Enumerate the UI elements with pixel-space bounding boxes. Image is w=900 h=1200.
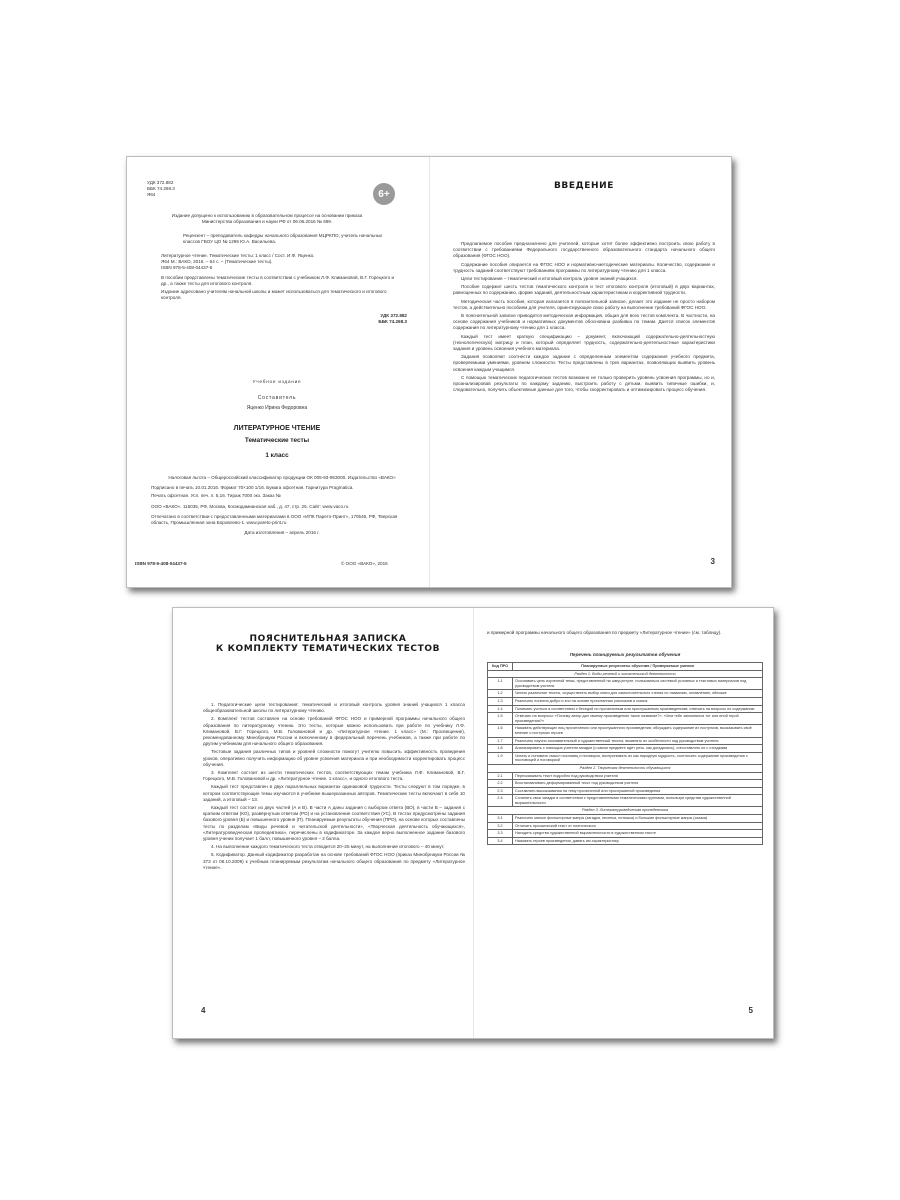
introduction-heading: ВВЕДЕНИЕ: [553, 181, 615, 191]
introduction-page: [429, 157, 731, 587]
bbk-code: ББК 74.268.3: [147, 186, 175, 192]
isbn-line: ISBN 978-5-408-04437-5: [161, 265, 213, 271]
compiler-name: Яценко Ирина Федоровна: [246, 405, 308, 411]
description-cell: Отличать прозаический текст от поэтического: [513, 822, 763, 830]
column-header-code: Код ПРО: [488, 663, 513, 671]
description-cell: Различать научно-познавательный и художественный тексты; выявлять их особенности под руководством учителя: [513, 737, 763, 745]
code-cell: 2.1: [488, 772, 513, 780]
table-header-row: [488, 663, 763, 671]
code-cell: 1.5: [488, 713, 513, 725]
bottom-book-spread: [172, 607, 774, 1039]
code-cell: 1.4: [488, 705, 513, 713]
section-title-cell: Раздел 2. Творческая деятельность обучающихся: [488, 764, 763, 772]
bbk-code: ББК 74.268.3: [378, 319, 407, 325]
table-section-row: [488, 764, 763, 772]
body-paragraph: Цели тестирования – тематический и итоговый контроль уровня знаний учащихся.: [461, 276, 638, 282]
table-row: [488, 705, 763, 713]
table-row: [488, 830, 763, 838]
edition-type: Учебное издание: [252, 379, 302, 384]
body-paragraph: 1. Педагогические цели тестирования: тематический и итоговый контроль уровня знаний учащихся 1 класса общеобразовательной школы по литературному чтению.: [203, 702, 465, 714]
description-cell: Различать понятия добро и зло на основе прочитанных рассказов и сказок: [513, 697, 763, 705]
body-paragraph: 2. Комплект тестов составлен на основе требований ФГОС НОО и примерной программы начального общего образования по литературному чтению. Это тесты, которые можно использовать при работе по учебнику Л.Ф. Климановой, В.Г. Горецкого, М.В. Головановой и др. «Литературное чтение. 1 класс» (М.: Просвещение), рекомендованному Минобрнауки России и включенному в федеральный перечень учебников, а также при работе по другим учебникам для начального общего образования.: [203, 716, 465, 747]
code-cell: 1.8: [488, 745, 513, 753]
body-paragraph: Предлагаемое пособие предназначено для учителей, которые хотят более эффективно построить свою работу в соответствии с требованиями Федерального государственного образовательного стандарта начального общего образования (ФГОС НОО).: [453, 241, 715, 259]
body-paragraph: Задания позволяют соотнести каждое задание с определенным элементом содержания учебного предмета, проверяемыми умениями, уровнем сложности. Тесты представлены в трех вариантах, позволяющих выявить уровень освоения каждым учащимся.: [453, 354, 715, 372]
body-paragraph: 5. Кодификатор. Данный кодификатор разработан на основе требований ФГОС НОО (приказ Минобрнауки России № 373 от 06.10.2009) к учебным планируемым результатам начального общего образования по предмету «Литературное чтение».: [203, 852, 465, 870]
table-row: [488, 787, 763, 795]
page-number: 4: [201, 1006, 206, 1015]
imprint-page: [127, 157, 429, 587]
codifier-table-wrap: [487, 662, 763, 845]
table-row: [488, 815, 763, 823]
table-title: Перечень планируемых результатов обучения: [569, 652, 681, 657]
explanatory-heading-line: К КОМПЛЕКТУ ТЕМАТИЧЕСКИХ ТЕСТОВ: [215, 644, 441, 654]
description-cell: Осознавать цель изученной темы, представленной на шмуцтитуле, пользоваться системой условных и текстовых материалов под руководством учителя: [513, 678, 763, 690]
body-paragraph: С помощью тематических педагогических тестов возможно не только проверить уровень усвоения программы, но и, проанализировав результаты по каждому заданию, выстроить работу с детьми, выявить типичные ошибки, и, следовательно, получить объективные данные для того, чтобы скорректировать и оптимизировать процесс обучения.: [453, 374, 715, 393]
description-cell: Сочинять свои загадки в соответствии с представленными тематическими группами, используя средства художественной выразительности: [513, 795, 763, 807]
introduction-body: [453, 241, 715, 395]
code-cell: 1.1: [488, 678, 513, 690]
age-rating-badge: 6+: [373, 183, 395, 205]
udk-code: УДК 372.882: [147, 180, 174, 185]
code-cell: 1.6: [488, 725, 513, 737]
explanatory-heading: [193, 634, 463, 654]
description-cell: Пересказывать текст подробно под руководством учителя: [513, 772, 763, 780]
table-row: [488, 690, 763, 698]
description-cell: Читать и понимать смысл пословиц и поговорок, воспринимать их как народную мудрость, соотносить содержание произведения с пословицей и поговоркой: [513, 752, 763, 764]
table-row: [488, 822, 763, 830]
table-row: [488, 697, 763, 705]
classification-repeat: [357, 313, 407, 325]
body-paragraph: Тестовые задания различных типов и уровней сложности помогут учителю повысить эффективность проведения уроков, оперативно получить информацию об уровне усвоения материала и при необходимости корректировать процесс обучения.: [203, 749, 465, 767]
annotation-text: Издание адресовано учителям начальной школы и может использоваться для тематического и итогового контроля.: [161, 289, 387, 301]
table-row: [488, 725, 763, 737]
body-paragraph: 4. На выполнение каждого тематического теста отводится 20–25 минут, на выполнение итогового – 40 минут.: [211, 844, 445, 850]
approval-note: Издание допущено к использованию в образовательном процессе на основании приказа Министерства образования и науки РФ от 06.06.2016 № 699.: [171, 213, 363, 225]
table-row: [488, 780, 763, 788]
explanatory-note-page: [173, 608, 473, 1038]
code-cell: 3.1: [488, 815, 513, 823]
table-section-row: [488, 807, 763, 815]
top-book-spread: [126, 156, 732, 588]
body-paragraph: Содержание пособия опирается на ФГОС НОО и нормативно-методические материалы. Количество, содержание и трудность заданий соответствуют требованиям программы по литературному чтению для 1 класса.: [453, 261, 715, 273]
author-code: Я64: [147, 192, 156, 198]
description-cell: Восстанавливать деформированный текст под руководством учителя: [513, 780, 763, 788]
table-row: [488, 678, 763, 690]
code-cell: 1.7: [488, 737, 513, 745]
explanatory-heading-line: ПОЯСНИТЕЛЬНАЯ ЗАПИСКА: [249, 634, 407, 644]
table-row: [488, 772, 763, 780]
annotation-text: В пособии представлены тематические тесты в соответствии с учебником Л.Ф. Климановой, В.Г. Горецкого и др., а также тесты для итогового контроля.: [161, 274, 395, 286]
page-number: 5: [748, 1006, 753, 1015]
table-row: [488, 837, 763, 845]
table-row: [488, 737, 763, 745]
description-cell: Анализировать с помощью учителя загадки (о каком предмете идёт речь, как догадались), сопоставлять их с отгадками: [513, 745, 763, 753]
book-title: ЛИТЕРАТУРНОЕ ЧТЕНИЕ: [233, 425, 321, 432]
book-subtitle: Тематические тесты: [244, 437, 310, 444]
description-cell: Отвечать на вопросы: «Почему автор дал своему произведению такое название?», «Чем тебе запомнился тот или иной герой произведения?»: [513, 713, 763, 725]
table-section-row: [488, 670, 763, 678]
codifier-intro: и примерной программы начального общего образования по предмету «Литературное чтение» (см. таблицу).: [487, 630, 722, 635]
code-cell: 3.3: [488, 830, 513, 838]
bib-record-line: Я64 М.: ВАКО, 2016. – 64 с. – (Тематические тесты).: [161, 259, 273, 265]
table-row: [488, 795, 763, 807]
page-number: 3: [710, 557, 715, 566]
codifier-table: [487, 662, 763, 845]
copyright: © ООО «ВАКО», 2016: [341, 561, 388, 566]
body-paragraph: Каждый тест представлен в двух параллельных вариантах одинаковой трудности. Тесты следуют в том порядке, в котором соответствующие темы изучаются в учебнике вышеуказанных авторов. Тематические тесты включают в себя 10 заданий, а итоговый – 13.: [203, 784, 465, 802]
imprint-line: Налоговая льгота – Общероссийский классификатор продукции ОК 005-93-953000. Издательство «ВАКО»: [168, 475, 396, 480]
body-paragraph: Каждый тест имеет краткую спецификацию – документ, включающий содержательно-деятельностную (технологическую) матрицу и план, который определяет трудность, содержательно-деятельностные характеристики задания и уровень освоения учебного материала.: [453, 333, 715, 352]
description-cell: Называть героев произведения, давать им характеристику: [513, 837, 763, 845]
imprint-block: [151, 475, 413, 538]
body-paragraph: Пособие содержит шесть тестов тематического контроля и тест итогового контроля (итоговый) в двух вариантах, равноценных по содержанию, форме заданий, деятельностным характеристикам и коррективной трудности.: [453, 284, 715, 296]
bib-record-line: Литературное чтение. Тематические тесты: 1 класс / Сост. И.Ф. Яценко.: [161, 253, 315, 258]
description-cell: Называть действующих лиц прочитанного или прослушанного произведения; обсуждать содержание их поступков, высказывать своё мнение о поступках героев: [513, 725, 763, 737]
code-cell: 2.2: [488, 780, 513, 788]
imprint-line: Дата изготовления – апрель 2016 г.: [244, 530, 320, 536]
imprint-line: Печать офсетная. Усл. печ. л. 5,16. Тираж 7000 экз. Заказ №: [151, 493, 281, 499]
compiler-label: Составитель: [257, 395, 297, 401]
code-cell: 3.4: [488, 837, 513, 845]
description-cell: Различать малые фольклорные жанры (загадка, песенка, потешка) и большие фольклорные жанры (сказка): [513, 815, 763, 823]
code-cell: 2.4: [488, 795, 513, 807]
table-row: [488, 745, 763, 753]
reviewer-note: Рецензент – преподаватель кафедры начального образования МЦРКПО, учитель начальных классов ГБОУ ЦО № 1296 Ю.А. Васильева.: [183, 233, 383, 245]
section-title-cell: Раздел 1. Виды речевой и читательской деятельности: [488, 670, 763, 678]
body-paragraph: В пояснительной записке приводится методическая информация, общая для всех тестов комплекта. В частности, на основе содержания учебников и нормативных документов обоснована разбивка по темам. Дается список элементов содержания по литературному чтению для 1 класса.: [453, 313, 715, 331]
table-row: [488, 752, 763, 764]
section-title-cell: Раздел 3. Литературоведческая пропедевтика: [488, 807, 763, 815]
classification-block: [147, 180, 267, 199]
imprint-line: Подписано в печать 10.01.2016. Формат 70×100 1/16. Бумага офсетная. Гарнитура Pragmatica.: [151, 485, 354, 491]
bibliographic-record: [161, 253, 401, 303]
body-paragraph: Каждый тест состоит из двух частей (А и В). В части А даны задания с выбором ответа (ВО), в части В – задания с кратким ответом (КО), развёрнутым ответом (РО) и на установление соответствия (УС). В тестах предусмотрены задания базового уровня (Б) и повышенного уровня (П). Планируемые результаты обучения (ПРО), на основе которых составлены тесты по разделам «Виды речевой и читательской деятельности», «Творческая деятельность обучающихся», «Литературоведческая пропедевтика», перечислены в кодификаторе. За каждое верно выполненное задание базового уровня ученик получает 1 балл, повышенного уровня – 2 балла.: [203, 805, 465, 842]
explanatory-body: [203, 702, 465, 873]
code-cell: 1.3: [488, 697, 513, 705]
imprint-line: Отпечатано в соответствии с предоставленными материалами в ООО «ИПК Парето-Принт», 170546, РФ, Тверская область, Промышленная зона Боровлево-1. www.pareto-print.ru: [151, 513, 398, 526]
body-paragraph: Методическая часть пособия, которая излагается в пояснительной записке, делает это издание не просто набором тестов, а действительно пособием для учителя, ориентирующее свою работу на выполнение требований ФГОС НОО.: [453, 298, 715, 310]
code-cell: 1.9: [488, 752, 513, 764]
code-cell: 1.2: [488, 690, 513, 698]
isbn-bottom: ISBN 978-5-408-04437-5: [135, 561, 187, 566]
codifier-page: [473, 608, 773, 1038]
description-cell: Находить средства художественной выразительности в художественном тексте: [513, 830, 763, 838]
description-cell: Понимать учиться в соответствии с беседой по прочитанным или прослушанным произведениям; отвечать на вопросы по содержанию: [513, 705, 763, 713]
code-cell: 2.3: [488, 787, 513, 795]
description-cell: Составлять высказывания на тему прочитанной или прослушанной произведения: [513, 787, 763, 795]
imprint-line: ООО «ВАКО». 115035, РФ, Москва, Космодамианская наб., д. 47, стр. 25. Сайт: www.vaco.ru: [151, 503, 349, 509]
description-cell: Читать различные тексты, осуществлять выбор книги для самостоятельного чтения по названию, оглавлению, обложке: [513, 690, 763, 698]
body-paragraph: 3. Комплект состоит из шести тематических тестов, соответствующих темам учебника Л.Ф. Климановой, В.Г. Горецкого, М.В. Головановой и др. «Литературное чтение. 1 класс», и одного итогового теста.: [203, 770, 465, 782]
column-header-description: Планируемые результаты обучения / Проверяемые умения: [513, 663, 763, 671]
book-grade: 1 класс: [265, 452, 289, 459]
table-row: [488, 713, 763, 725]
udk-code: УДК 372.882: [380, 313, 407, 318]
code-cell: 3.2: [488, 822, 513, 830]
